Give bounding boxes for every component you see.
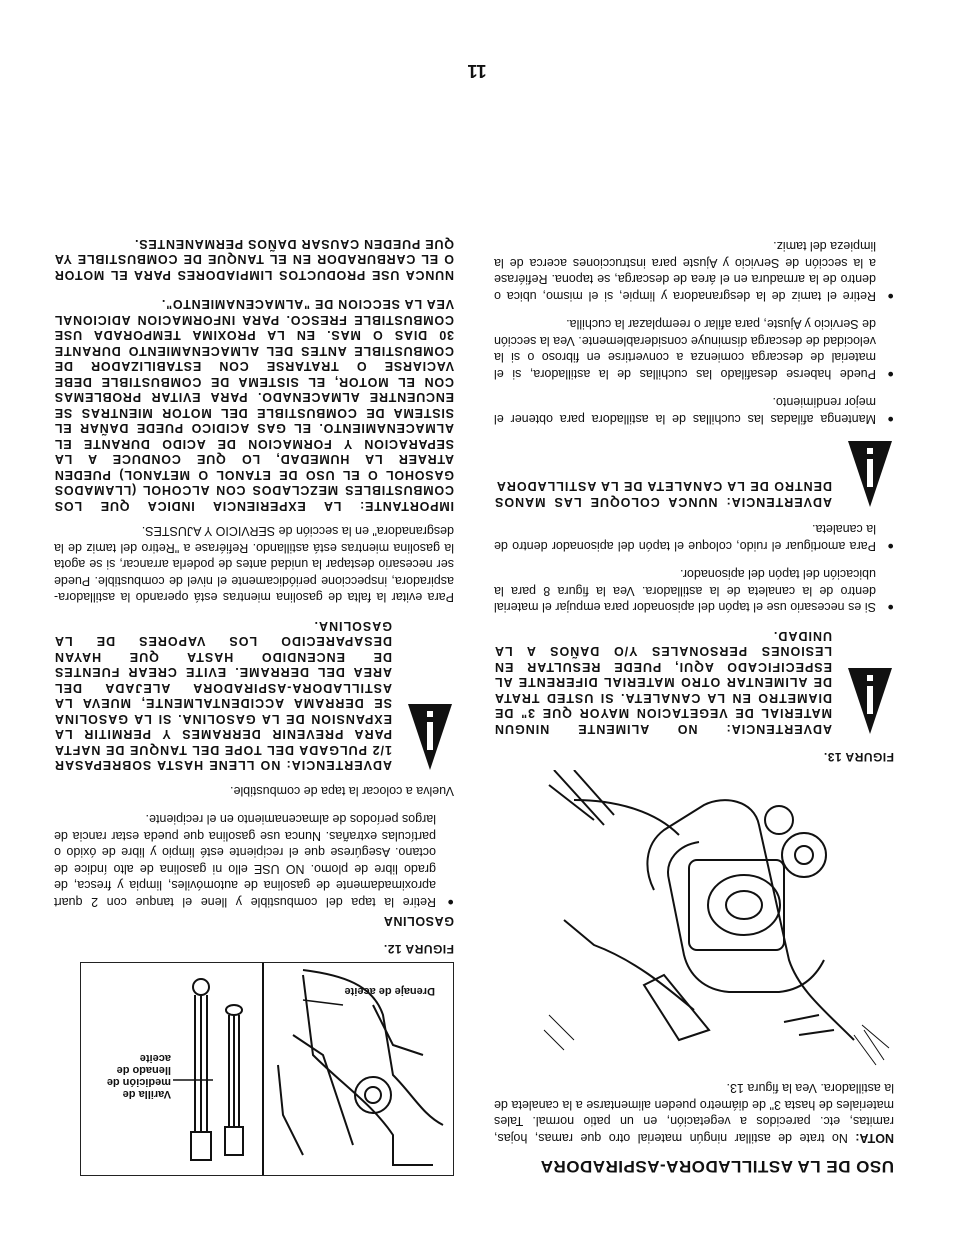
replace-cap-text: Vuelva a colocar la tapa de combustible. — [230, 784, 454, 798]
bullet-screen-cleaning: ● Retire el tamiz de la desgranadora y limpie, si el mismo, ubica o dentro de la armadura en el área de descarga, se tapona. Refiérase a la sección de Servicio y Ajuste para instrucciones acerca de la limpieza del tamiz. — [494, 238, 894, 304]
bullet-dull-blades: ● Puede haberse desafilado las cuchillas de la astilladora, si el material de descarga comienza a convertirse en fibroso o si la velocidad de descarga disminuye considerablemente. Vea la sección de Servicio y Ajuste, para afilar o reemplazar la cuchilla. — [494, 316, 894, 382]
figure-12 — [80, 962, 454, 1176]
right-column — [54, 222, 454, 1177]
figure-13 — [534, 770, 894, 1070]
left-column — [494, 226, 894, 1176]
section-title: USO DE LA ASTILLADORA-ASPIRADORA — [540, 1157, 894, 1176]
important-notice: IMPORTANTE: LA EXPERIENCIA INDICA QUE LOS COMBUSTIBLES MEZCLADOS CON ALCOHOL (LLAMADOS GASOHOL O EL USO DE ETANOL O METANOL) PUEDEN ATRAER LA HUMEDAD, LO QUE CONDUCE A LA SEPARACION Y FORMACION DE ACIDO DURANTE EL ALMACENAMIENTO. EL GAS ACIDICO PUEDE DAÑAR EL SISTEMA DE COMBUSTIBLE DEL MOTOR MIENTRAS SE ENCUENTRE ALMACENADO. PARA EVITAR PROBLEMAS CON EL MOTOR, EL SISTEMA DE COMBUSTIBLE DEBE VACIARSE O TRATARSE CON ESTABILIZADOR DE COMBUSTIBLE ANTES DEL ALMACENAMIENTO DURANTE 30 DIAS O MAS. EN LA PROXIMA TEMPORADA USE COMBUSTIBLE FRESCO. PARA INFORMACION ADICIONAL VEA LA SECCION DE "ALMACENAMIENTO". — [54, 297, 454, 513]
page-number: 11 — [467, 61, 487, 81]
bullet-sharp-blades: ● Mantenga afiladas las cuchillas de la astilladora para obtener el mejor rendimiento. — [494, 394, 894, 427]
chipper-vacuum-illustration — [534, 770, 894, 1070]
warning-block-2 — [494, 439, 894, 509]
never-use-cleaners-notice: NUNCA USE PRODUCTOS LIMPIADORES PARA EL MOTOR O EL CARBURADOR EN EL TANQUE DE COMBUSTIBLE YA QUE PUEDEN CAUSAR DAÑOS PERMANENTES. — [54, 237, 454, 282]
bullet-fill-tank: ● Retire la tapa del combustible y llene el tanque con 2 quart aproximadamente de gasolina de automóviles, limpia y fresca, de grado libre de plomo. NO USE ello ni gasolina de alto índice de octano. Asegúrese que el recipiente esté limpio y libre de óxido o partículas extrañas. Nunca use gasolina que pueda estar rancia de largos períodos de almacenamiento en el recipiente. — [54, 811, 454, 910]
warning-text-2: ADVERTENCIA: NUNCA COLOQUE LAS MANOS DENTRO DE LA CANALETA DE LA ASTILLADORA — [494, 479, 832, 509]
gasoline-title: GASOLINA — [383, 914, 454, 928]
nota-label: NOTA: — [855, 1131, 894, 1145]
figure-12-caption: FIGURA 12. — [383, 942, 454, 956]
bullet-tamper-plug: ● Si es necesario use el tapón del apisonador para empujar el material dentro de la canaleta de la astilladora. Vea la figura 8 para la ubicación del tapón del apisonador. — [494, 566, 894, 616]
warning-text-3: ADVERTENCIA: NO LLENE HASTA SOBREPASAR 1/2 PULGADA DEL TOPE DEL TANQUE DE NAFTA PARA PREVENIR DERRAMES Y PERMITIR LA EXPANSION DE LA GASOLINA. SI LA GASOLINA SE DERRAMA ACCIDENTALMENTE, MUEVA LA ASTILLADORA-ASPIRADORA ALEJADA DEL AREA DEL DERRAME. EVITE CREAR FUENTES DE ENCENDIDO HASTA QUE HAYAN DESAPARECIDO LOS VAPORES DE LA GASOLINA. — [54, 619, 392, 773]
warning-block-3 — [54, 618, 454, 773]
bullet-noise: ● Para amortiguar el ruido, coloque el tapón del apisonador dentro de la canaleta. — [494, 521, 894, 554]
figure-13-caption: FIGURA 13. — [823, 750, 894, 764]
fuel-level-paragraph: Para evitar la falta de gasolina mientras está operando la astilladora-aspiradora, inspeccione periódicamente el nivel de combustible. Puede ser necesario destapar la unidad antes de poderla arrancar, si se agota la gasolina mientras está astillando. Refiérase a "Retiro del tamiz de la desgranadora" en la sección de SERVICIO Y AJUSTES. — [54, 524, 454, 605]
dipstick-label: Varilla de medición de llenado de aceite — [106, 1052, 171, 1100]
warning-icon — [846, 439, 894, 509]
nota-paragraph — [494, 1080, 894, 1146]
drain-label: Drenaje de aceite — [344, 985, 435, 997]
warning-icon — [406, 703, 454, 773]
warning-text-1: ADVERTENCIA: NO ALIMENTE NINGUN MATERIAL DE VEGETACION MAYOR QUE 3" DE DIAMETRO EN LA CANALETA. SI USTED TRATA DE ALIMENTAR OTRO MATERIAL DIFERENTE AL ESPECIFICADO AQUI, PUEDE RESULTAR EN LESIONES PERSONALES Y/O DAÑOS A LA UNIDAD. — [494, 629, 832, 736]
warning-block-1 — [494, 628, 894, 737]
warning-icon — [846, 666, 894, 736]
nota-text: No trate de astillar ningún material otro que ramas, hojas, ramitas, etc. parecidos a vegetación, en un patio normal. Tales materiales de hasta 3" de diámetro pueden alimentarse a la canaleta de la astilladora. Vea la figura 13. — [494, 1081, 894, 1145]
